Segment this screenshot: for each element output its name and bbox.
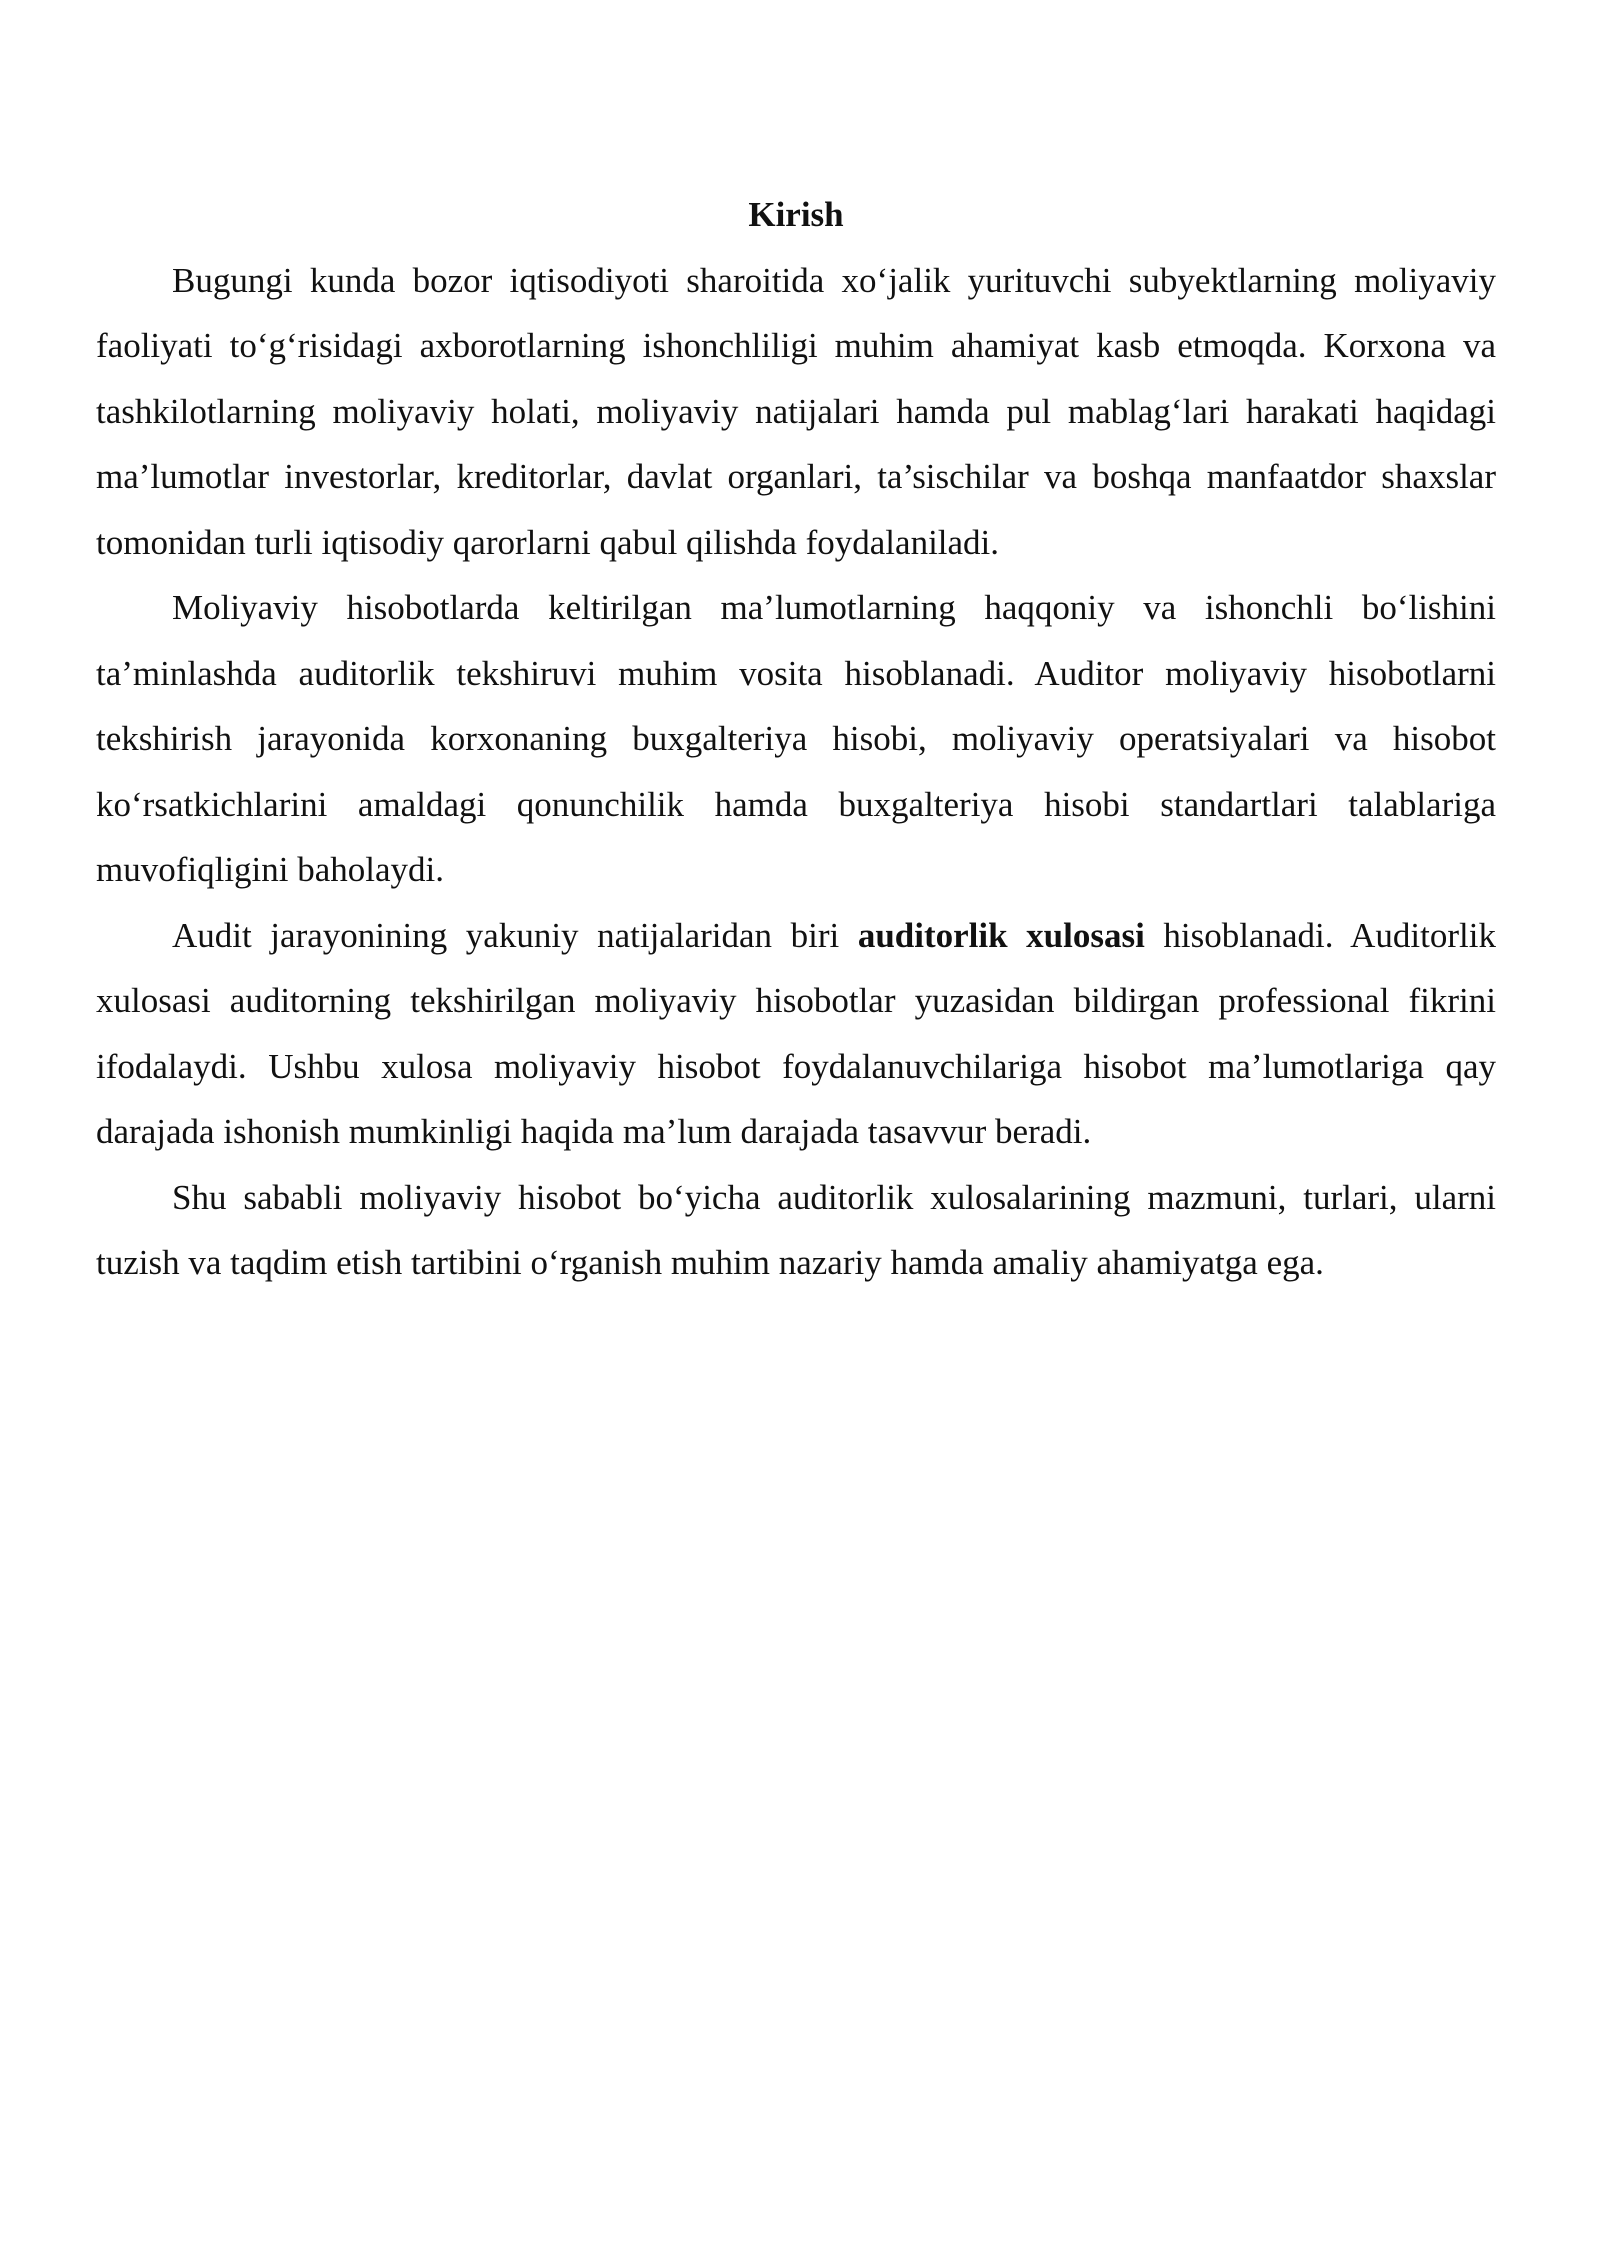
paragraph-3 bbox=[96, 903, 1496, 1165]
page-title: Kirish bbox=[748, 195, 844, 234]
document-body bbox=[96, 182, 1496, 1296]
paragraph-4: Shu sababli moliyaviy hisobot bo‘yicha auditorlik xulosalarining mazmuni, turlari, ularni tuzish va taqdim etish tartibini o‘rganish muhim nazariy hamda amaliy ahamiyatga ega. bbox=[96, 1177, 1496, 1282]
paragraph-2: Moliyaviy hisobotlarda keltirilgan ma’lumotlarning haqqoniy va ishonchli bo‘lishini ta’minlashda auditorlik tekshiruvi muhim vosita hisoblanadi. Auditor moliyaviy hisobotlarni tekshirish jarayonida korxonaning buxgalteriya hisobi, moliyaviy operatsiyalari va hisobot ko‘rsatkichlarini amaldagi qonunchilik hamda buxgalteriya hisobi standartlari talablariga muvofiqligini baholaydi. bbox=[96, 588, 1496, 889]
paragraph-3-text-end: hisoblanadi. Auditorlik xulosasi auditorning tekshirilgan moliyaviy hisobotlar yuzasidan bildirgan professional fikrini ifodalaydi. Ushbu xulosa moliyaviy hisobot foydalanuvchilariga hisobot ma’lumotlariga qay darajada ishonish mumkinligi haqida ma’lum darajada tasavvur beradi. bbox=[96, 915, 1496, 1151]
paragraph-3-bold-term: auditorlik xulosasi bbox=[857, 915, 1145, 955]
paragraph-1: Bugungi kunda bozor iqtisodiyoti sharoitida xo‘jalik yurituvchi subyektlarning moliyaviy faoliyati to‘g‘risidagi axborotlarning ishonchliligi muhim ahamiyat kasb etmoqda. Korxona va tashkilotlarning moliyaviy holati, moliyaviy natijalari hamda pul mablag‘lari harakati haqidagi ma’lumotlar investorlar, kreditorlar, davlat organlari, ta’sischilar va boshqa manfaatdor shaxslar tomonidan turli iqtisodiy qarorlarni qabul qilishda foydalaniladi. bbox=[96, 260, 1496, 562]
paragraph-3-text-start: Audit jarayonining yakuniy natijalaridan biri bbox=[172, 915, 858, 955]
